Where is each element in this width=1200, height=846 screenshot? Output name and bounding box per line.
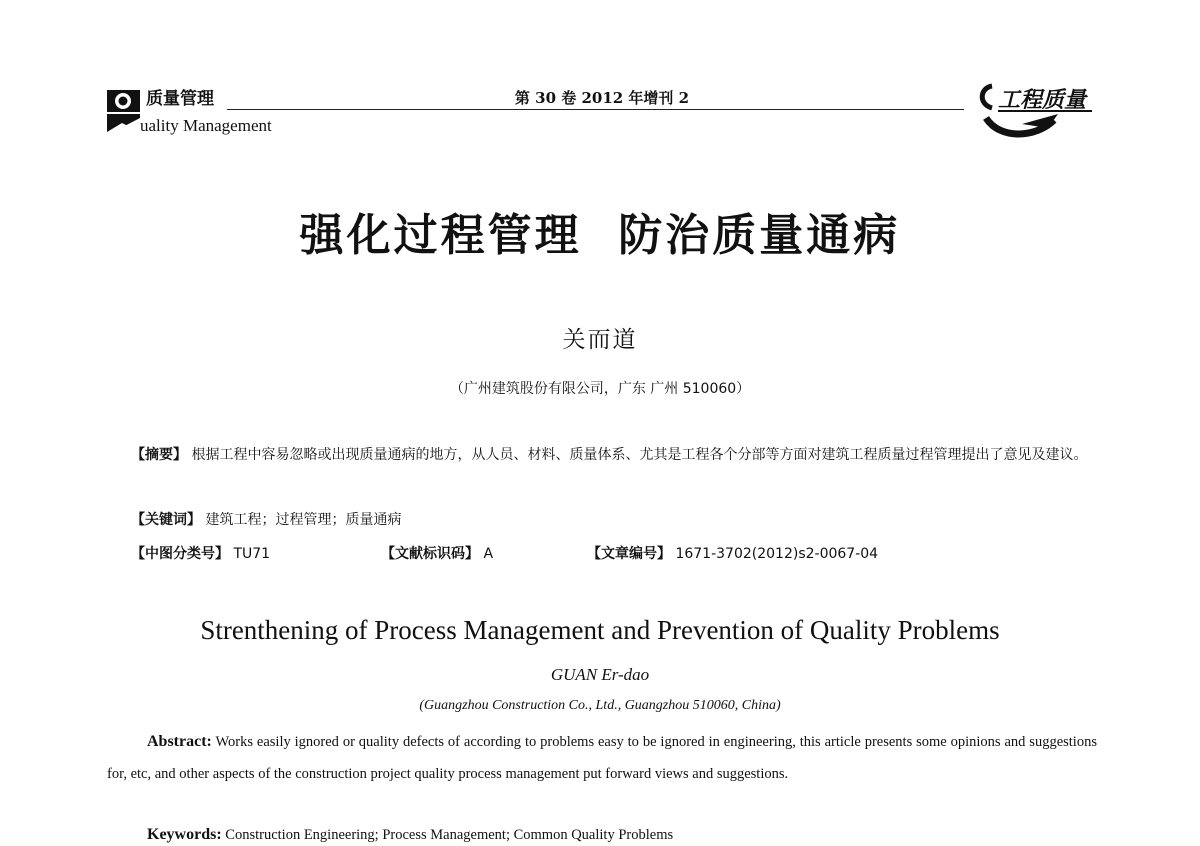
- issue-info: 第 30 卷 2012 年增刊 2: [514, 89, 690, 107]
- author-name-cn: 关而道: [562, 327, 638, 353]
- article-id-label: 【文章编号】: [587, 546, 671, 562]
- brand-logo-text: 工程质量: [998, 88, 1087, 113]
- abstract-cn: [107, 438, 1097, 472]
- abstract-label-cn: 【摘要】: [131, 447, 187, 463]
- abstract-label-en: Abstract:: [147, 733, 212, 750]
- author-affiliation-cn: （广州建筑股份有限公司，广东 广州 510060）: [449, 381, 751, 397]
- keywords-label-cn: 【关键词】: [131, 512, 201, 528]
- clc-value: TU71: [233, 546, 271, 562]
- document-code-label: 【文献标识码】: [381, 546, 479, 562]
- author-affiliation-en: (Guangzhou Construction Co., Ltd., Guangzhou 510060, China): [419, 698, 781, 713]
- classification-codes: [131, 542, 1031, 566]
- brand-logo-icon: [962, 74, 1096, 148]
- keywords-text-cn: 建筑工程；过程管理；质量通病: [205, 512, 402, 528]
- article-id: [587, 542, 878, 566]
- abstract-text-en: Works easily ignored or quality defects of according to problems easy to be ignored in engineering, this article presents some opinions and suggestions for, etc, and other aspects of the construction project quality process management put forward views and suggestions.: [107, 734, 1097, 782]
- keywords-cn: [131, 508, 401, 532]
- keywords-en: [147, 824, 673, 846]
- keywords-label-en: Keywords:: [147, 826, 222, 843]
- keywords-text-en: Construction Engineering; Process Management; Common Quality Problems: [225, 827, 674, 843]
- abstract-text-cn: 根据工程中容易忽略或出现质量通病的地方，从人员、材料、质量体系、尤其是工程各个分部等方面对建筑工程质量过程管理提出了意见及建议。: [191, 447, 1088, 463]
- header-divider: [227, 109, 964, 110]
- article-title-cn: 强化过程管理 防治质量通病: [299, 210, 901, 261]
- journal-logo-icon: [107, 90, 140, 132]
- abstract-en: [107, 726, 1097, 790]
- document-code-value: A: [483, 546, 494, 562]
- page-header: [0, 0, 1200, 150]
- document-code: [381, 542, 493, 566]
- clc-label: 【中图分类号】: [131, 546, 229, 562]
- journal-name-en: uality Management: [140, 116, 272, 135]
- clc-code: [131, 542, 270, 566]
- article-id-value: 1671-3702(2012)s2-0067-04: [675, 546, 879, 562]
- article-title-en: Strenthening of Process Management and Prevention of Quality Problems: [200, 615, 1000, 645]
- author-name-en: GUAN Er-dao: [550, 665, 650, 684]
- journal-name-cn: 质量管理: [146, 89, 214, 109]
